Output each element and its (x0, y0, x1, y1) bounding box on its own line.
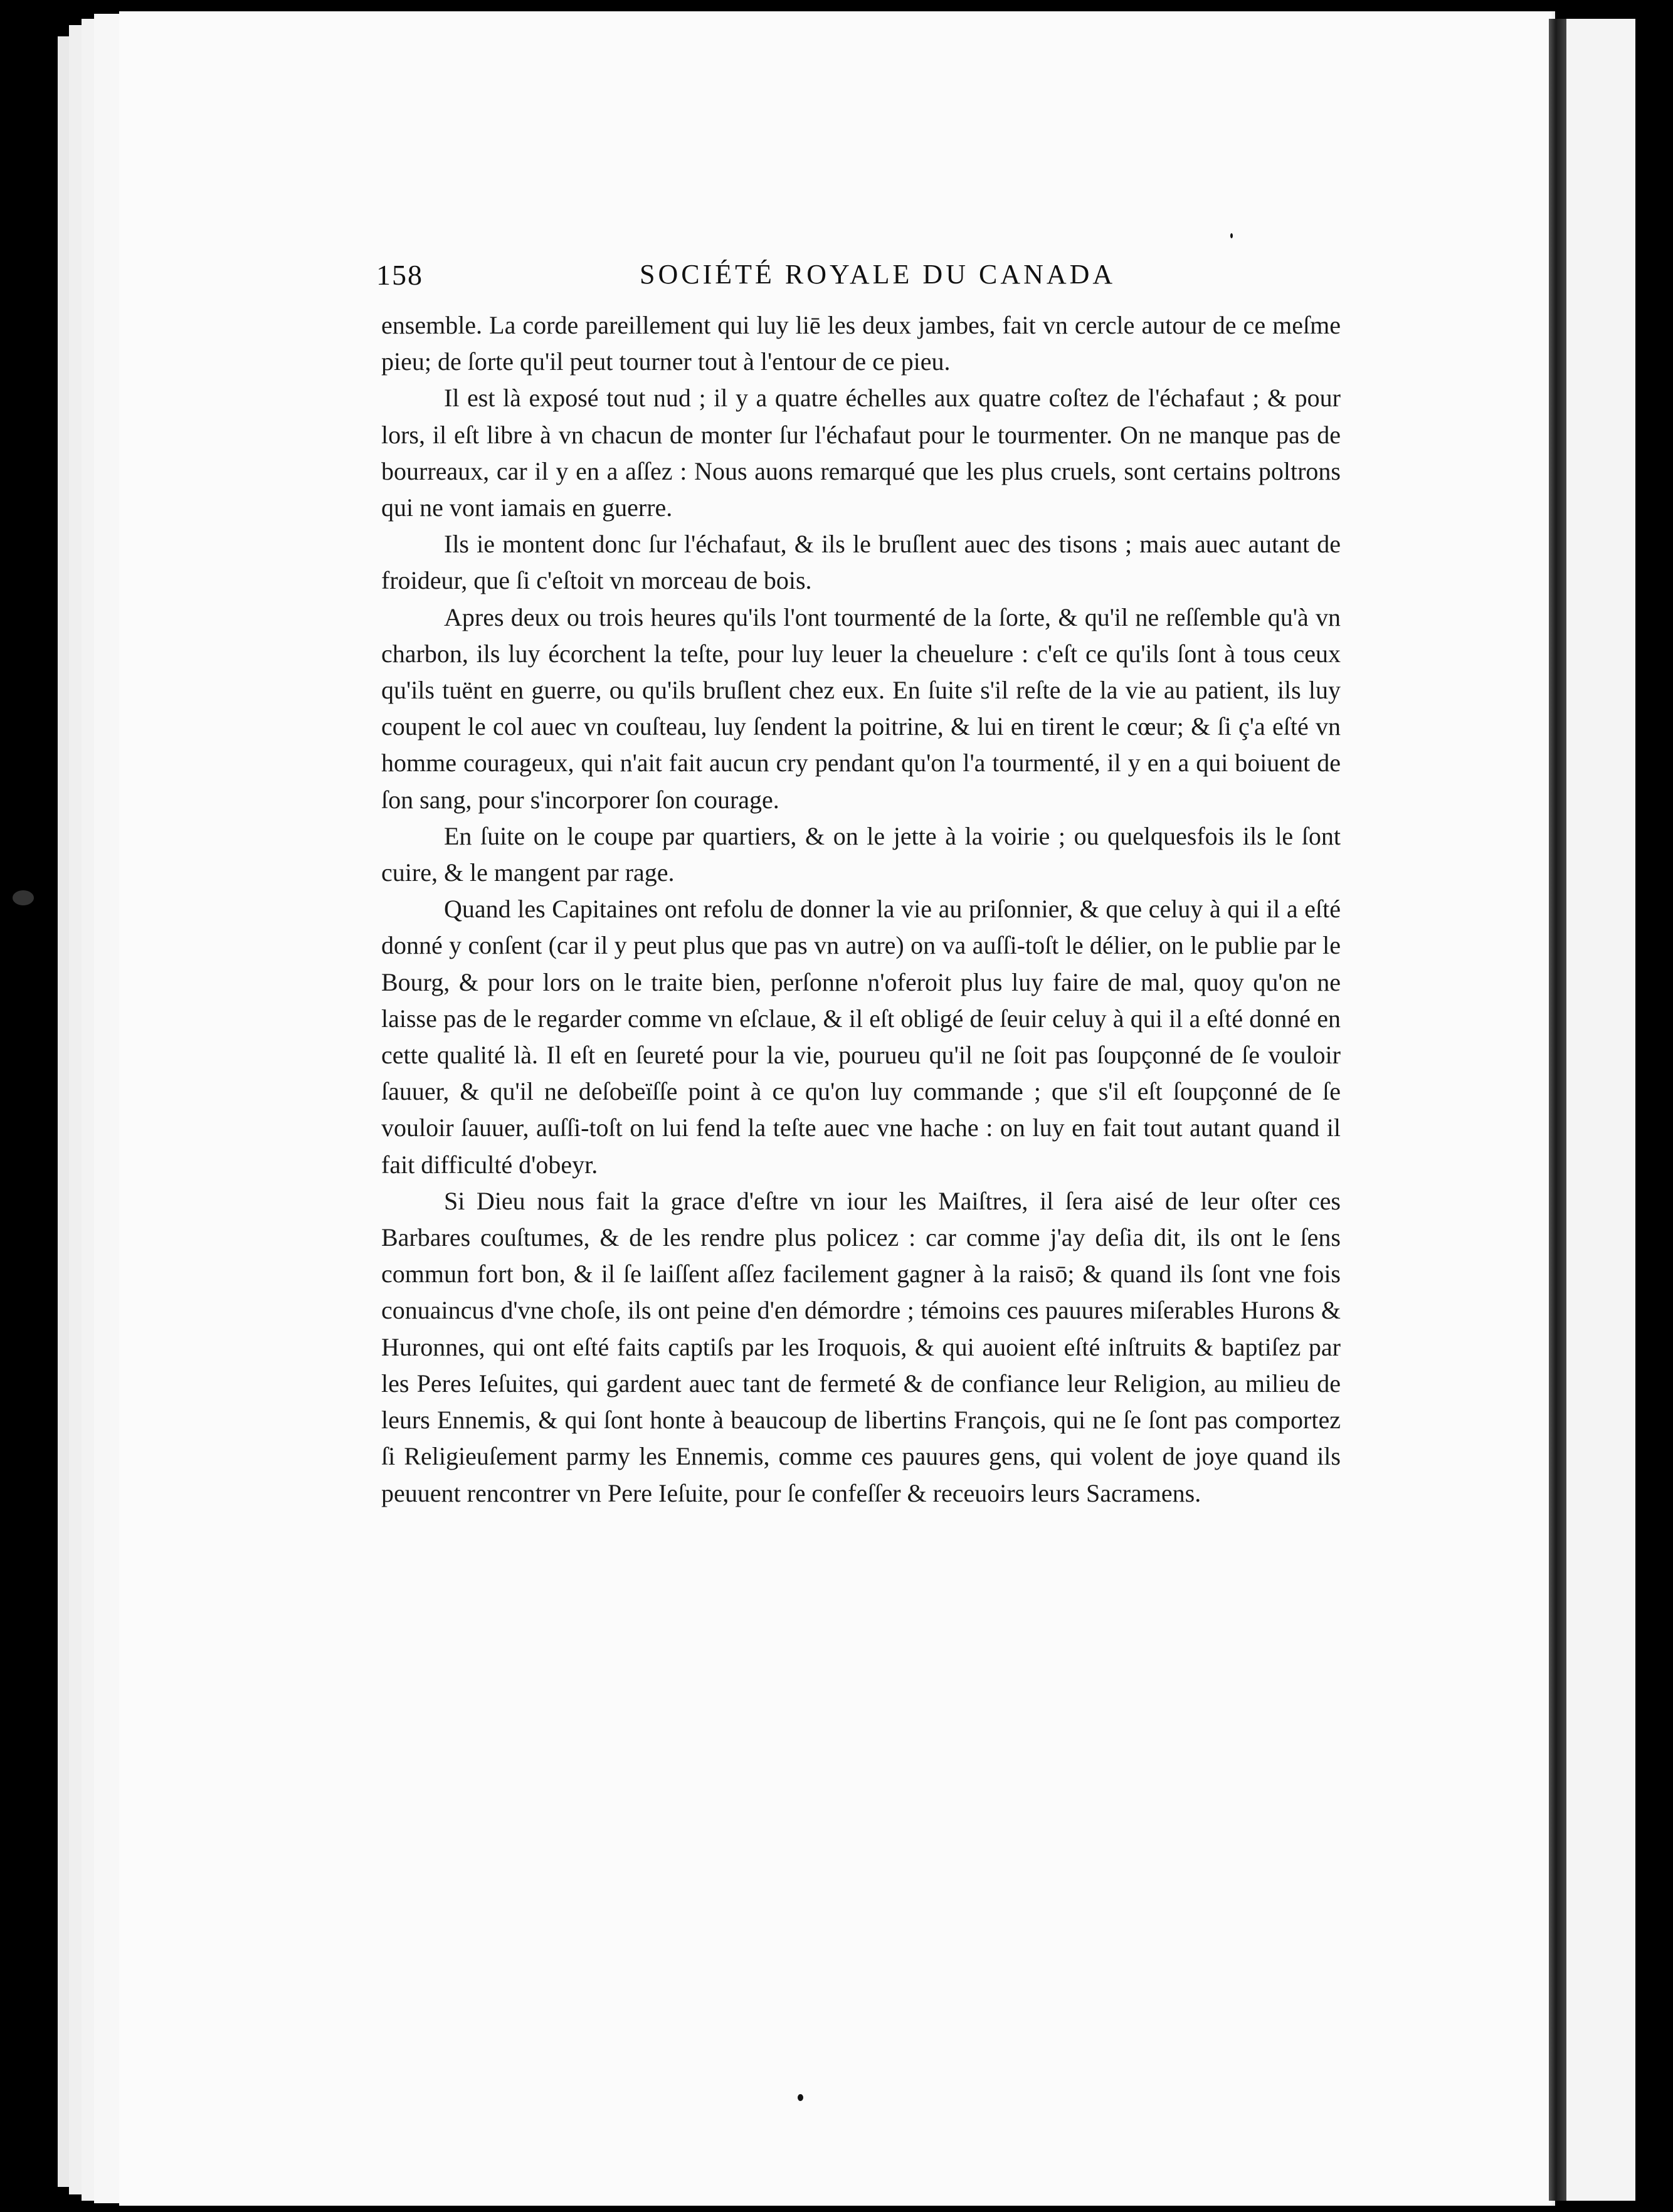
paragraph: Il est là exposé tout nud ; il y a quatre échelles aux quatre coſtez de l'échafaut ; & pour lors, il eſt libre à vn chacun de monter ſur l'échafaut pour le tourmenter. On ne manque pas de bourreaux, car il y en a aſſez : Nous auons remarqué que les plus cruels, sont certains poltrons qui ne vont iamais en guerre. (381, 384, 1341, 522)
page-header (376, 258, 1342, 296)
book-gutter (1549, 19, 1566, 2201)
body-text (381, 307, 1341, 1512)
dust-speck (13, 890, 34, 905)
dust-speck (1230, 233, 1233, 238)
paragraph: Si Dieu nous fait la grace d'eſtre vn iour les Maiſtres, il ſera aisé de leur oſter ces Barbares couſtumes, & de les rendre plus policez : car comme j'ay deſia dit, ils ont le ſens commun fort bon, & il ſe laiſſent aſſez facilement gagner à la raisō; & quand ils ſont vne fois conuaincus d'vne choſe, ils ont peine d'en démordre ; témoins ces pauures miſerables Hurons & Huronnes, qui ont eſté faits captiſs par les Iroquois, & qui auoient eſté inſtruits & baptiſez par les Peres Ieſuites, qui gardent auec tant de fermeté & de confiance leur Religion, au milieu de leurs Ennemis, & qui ſont honte à beaucoup de libertins François, qui ne ſe ſont pas comportez ſi Religieuſement parmy les Ennemis, comme ces pauures gens, qui volent de joye quand ils peuuent rencontrer vn Pere Ieſuite, pour ſe confeſſer & receuoirs leurs Sacramens. (381, 1186, 1341, 1507)
paragraph: En ſuite on le coupe par quartiers, & on le jette à la voirie ; ou quelquesfois ils le ſont cuire, & le mangent par rage. (381, 821, 1341, 887)
running-title: SOCIÉTÉ ROYALE DU CANADA (640, 259, 1116, 290)
paragraph: Apres deux ou trois heures qu'ils l'ont tourmenté de la ſorte, & qu'il ne reſſemble qu'à vn charbon, ils luy écorchent la teſte, pour luy leuer la cheuelure : c'eſt ce qu'ils ſont à tous ceux qu'ils tuënt en guerre, ou qu'ils bruſlent chez eux. En ſuite s'il reſte de la vie au patient, ils luy coupent le col auec vn couſteau, luy ſendent la poitrine, & lui en tirent le cœur; & ſi ç'a eſté vn homme courageux, qui n'ait fait aucun cry pendant qu'on l'a tourmenté, il y en a qui boiuent de ſon sang, pour s'incorporer ſon courage. (381, 603, 1341, 814)
paragraph: Ils ie montent donc ſur l'échafaut, & ils le bruſlent auec des tisons ; mais auec autant de froideur, que ſi c'eſtoit vn morceau de bois. (381, 530, 1341, 595)
paragraph: ensemble. La corde pareillement qui luy liē les deux jambes, fait vn cercle autour de ce meſme pieu; de ſorte qu'il peut tourner tout à l'entour de ce pieu. (381, 311, 1341, 376)
facing-page-edge (1566, 19, 1635, 2201)
paragraph: Quand les Capitaines ont refolu de donner la vie au priſonnier, & que celuy à qui il a eſté donné y conſent (car il y peut plus que pas vn autre) on va auſſi-toſt le délier, on le publie par le Bourg, & pour lors on le traite bien, perſonne n'oferoit plus luy faire de mal, quoy qu'on ne laisse pas de le regarder comme vn eſclaue, & il eſt obligé de ſeuir celuy à qui il a eſté donné en cette qualité là. Il eſt en ſeureté pour la vie, pourueu qu'il ne ſoit pas ſoupçonné de ſe vouloir ſauuer, & qu'il ne deſobeïſſe point à ce qu'on luy commande ; que s'il eſt ſoupçonné de ſe vouloir ſauuer, auſſi-toſt on lui fend la teſte auec vne hache : on luy en fait tout autant quand il fait difficulté d'obeyr. (381, 895, 1341, 1179)
dust-speck (798, 2094, 803, 2101)
page-number: 158 (376, 259, 423, 291)
